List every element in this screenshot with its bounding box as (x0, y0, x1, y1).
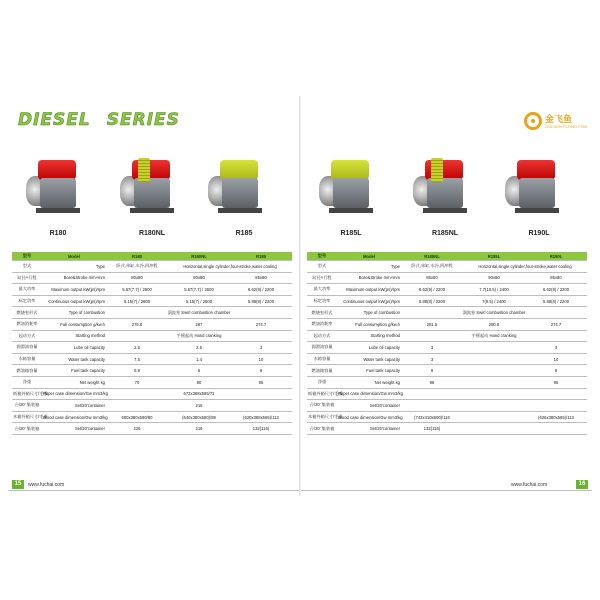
table-cell: 净重 (307, 376, 337, 388)
table-cell: 起动方式 (307, 330, 337, 342)
model-label-r185: R185 (235, 230, 253, 237)
table-row (307, 388, 587, 400)
table-cell: 98 (401, 376, 463, 388)
table-cell: 673x368x585/72 (106, 388, 292, 400)
table-cell (525, 423, 587, 435)
series-title (18, 110, 180, 130)
table-cell: 台/20' 集装箱 (307, 400, 337, 412)
table-cell: 3 (401, 342, 463, 354)
title-word-series: SERIES (106, 110, 180, 130)
table-row (307, 330, 587, 342)
table-cell: 6.62(9) / 2200 (525, 284, 587, 296)
table-cell: 水箱容量 (12, 353, 42, 365)
engine-photo-r185 (208, 156, 264, 216)
table-cell: 2.5 (168, 342, 230, 354)
table-cell (463, 423, 525, 435)
table-cell: 最大功率 (307, 284, 337, 296)
table-cell: Lube oil capacity (337, 342, 401, 354)
model-label-r180: R180 (49, 230, 67, 237)
table-row (12, 307, 292, 319)
table-cell: Full consumption g/kw.h (42, 318, 106, 330)
table-cell: Net weight kg (337, 376, 401, 388)
table-row (307, 411, 587, 423)
table-row (12, 376, 292, 388)
table-row (12, 261, 292, 273)
header-cell: R180 (106, 252, 168, 261)
header-cell: R185L (463, 252, 525, 261)
table-row (307, 342, 587, 354)
table-cell: Type (337, 261, 401, 273)
header-cell: R190L (525, 252, 587, 261)
table-cell: 9 (401, 365, 463, 377)
table-cell: 287 (168, 318, 230, 330)
website-url: www.fuchai.com (28, 482, 65, 488)
table-cell: 9 (230, 365, 292, 377)
header-cell: R185 (230, 252, 292, 261)
table-cell: (620x388x565)/113 (230, 411, 292, 423)
table-cell: 标定功率 (307, 295, 337, 307)
table-cell: 5.15(7) / 2600 (168, 295, 230, 307)
table-cell (401, 388, 587, 400)
table-cell: 涡流室 Swirl combustion chamber (106, 307, 292, 319)
table-cell: 标定功率 (12, 295, 42, 307)
right-page (301, 96, 592, 496)
model-label-r180nl: R180NL (138, 230, 166, 237)
brand-logo (524, 112, 588, 134)
table-row (307, 376, 587, 388)
table-cell: Wood case dimension/Gw mm3/kg (42, 411, 106, 423)
table-cell: 7(9.5) / 2400 (463, 295, 525, 307)
table-row (307, 365, 587, 377)
table-cell: 85x80 (401, 272, 463, 284)
table-cell: 5.67(7.7) / 2600 (168, 284, 230, 296)
table-cell: 90x80 (463, 272, 525, 284)
table-cell: 润滑油容量 (12, 342, 42, 354)
table-cell: 80x80 (106, 272, 168, 284)
engine-photo-r190l (505, 156, 561, 216)
table-cell: 70 (106, 376, 168, 388)
page-number: 16 (576, 480, 588, 489)
website-url: www.fuchai.com (511, 482, 548, 488)
table-cell: 2.5 (106, 342, 168, 354)
table-row (307, 295, 587, 307)
header-cell: 型号 (307, 252, 337, 261)
table-cell: Type of combustion (42, 307, 106, 319)
table-cell: 缸径×行程 (12, 272, 42, 284)
table-cell: Maximum output kW(ps)/rpm (337, 284, 401, 296)
table-cell: 6.62(9) / 2200 (401, 284, 463, 296)
table-cell: 7.7(10.5) / 2400 (463, 284, 525, 296)
table-cell: 281.5 (401, 318, 463, 330)
table-cell: 卧式,单缸,水冷,四冲程 (401, 261, 463, 273)
table-cell: 216 (168, 423, 230, 435)
table-cell: 起动方式 (12, 330, 42, 342)
table-row (12, 318, 292, 330)
table-cell: Full consumption g/kw.h (337, 318, 401, 330)
table-row (307, 272, 587, 284)
table-cell: Type of combustion (337, 307, 401, 319)
table-row (307, 400, 587, 412)
table-cell: Lube oil capacity (42, 342, 106, 354)
table-cell: 台/20' 集装箱 (12, 400, 42, 412)
table-cell: Maximum output kW(ps)/rpm (42, 284, 106, 296)
table-cell: 燃油消耗率 (12, 318, 42, 330)
table-row (12, 284, 292, 296)
table-row (307, 318, 587, 330)
table-cell: Fuel tank capacity (337, 365, 401, 377)
table-cell: 台/20' 集装箱 (12, 423, 42, 435)
table-cell: 274.7 (230, 318, 292, 330)
table-cell: 95 (230, 376, 292, 388)
table-cell: 5 (168, 365, 230, 377)
table-row (307, 261, 587, 273)
model-label-r185l: R185L (340, 230, 362, 237)
table-cell: 净重 (12, 376, 42, 388)
table-cell: Continuous output kW(ps)/rpm (337, 295, 401, 307)
table-row (12, 342, 292, 354)
table-cell: Set/20'container (337, 423, 401, 435)
table-cell: 85x80 (230, 272, 292, 284)
table-cell: 9 (525, 365, 587, 377)
table-cell: Water tank capacity (42, 353, 106, 365)
table-cell: (640x380x580)/89 (168, 411, 230, 423)
table-cell: 型式 (307, 261, 337, 273)
table-header-row (12, 252, 292, 261)
header-cell: 型号 (12, 252, 42, 261)
table-cell: 润滑油容量 (307, 342, 337, 354)
table-cell: Fuel tank capacity (42, 365, 106, 377)
table-row (12, 400, 292, 412)
table-cell: 5.88(8) / 2200 (230, 295, 292, 307)
spec-table-left (12, 252, 292, 435)
table-cell: Bore&Stroke mm×mm (337, 272, 401, 284)
table-cell (463, 342, 525, 354)
table-cell: 缸径×行程 (307, 272, 337, 284)
table-cell: 水箱容量 (307, 353, 337, 365)
table-cell: 1.4 (168, 353, 230, 365)
table-cell: 95 (525, 376, 587, 388)
table-cell: 5.15(7) / 2600 (106, 295, 168, 307)
brochure-spread (8, 96, 592, 496)
table-cell: 80 (168, 376, 230, 388)
table-row (12, 353, 292, 365)
table-row (12, 423, 292, 435)
table-cell: Set/20'container (42, 423, 106, 435)
table-cell: 手摇起动 Hand cranking (106, 330, 292, 342)
header-cell: Model (42, 252, 106, 261)
logo-chinese-text: 金飞鱼 (545, 114, 573, 124)
page-number: 15 (12, 480, 24, 489)
table-cell (463, 353, 525, 365)
table-cell: 280.6 (463, 318, 525, 330)
footer-rule (8, 490, 299, 491)
table-row (12, 365, 292, 377)
table-cell: 215 (106, 400, 292, 412)
table-cell: Paper case dimension/Gw mm3/kg (42, 388, 106, 400)
table-cell: Water tank capacity (337, 353, 401, 365)
table-header-row (307, 252, 587, 261)
table-cell: 最大功率 (12, 284, 42, 296)
table-cell: 7.5 (106, 353, 168, 365)
table-row (12, 388, 292, 400)
table-cell: 燃烧室形式 (12, 307, 42, 319)
engine-photo-r185l (319, 156, 375, 216)
table-cell: 燃油箱容量 (12, 365, 42, 377)
engine-photo-r185nl (413, 156, 469, 216)
table-cell: (626x380x565)/113 (525, 411, 587, 423)
table-cell: 5.67(7.7) / 2600 (106, 284, 168, 296)
table-cell: 涡流室 Swirl combustion chamber (401, 307, 587, 319)
table-cell: 3 (401, 353, 463, 365)
table-row (12, 330, 292, 342)
table-cell: 132(116) (230, 423, 292, 435)
table-cell: 5.88(8) / 2200 (401, 295, 463, 307)
table-cell: Horizontal,single cylinder,four-stroke,water cooling (463, 261, 587, 273)
table-row (12, 295, 292, 307)
table-cell: Starting method (337, 330, 401, 342)
model-label-r190l: R190L (528, 230, 550, 237)
table-cell (401, 400, 587, 412)
table-cell: Starting method (42, 330, 106, 342)
table-cell: 木箱外箱尺寸/毛重 (307, 411, 337, 423)
table-cell: 10 (230, 353, 292, 365)
left-page (8, 96, 299, 496)
table-row (307, 284, 587, 296)
table-row (12, 272, 292, 284)
table-cell: Horizontal,single cylinder,four-stroke,water cooling (168, 261, 292, 273)
table-cell: 型式 (12, 261, 42, 273)
table-cell: 纸箱外箱尺寸/毛重 (307, 388, 337, 400)
table-row (307, 423, 587, 435)
table-cell: Bore&Stroke mm×mm (42, 272, 106, 284)
table-cell: 276.8 (106, 318, 168, 330)
table-cell: 85x80 (525, 272, 587, 284)
logo-english-text: GOLDEN FLYING FISH (545, 124, 588, 129)
table-cell: 卧式,单缸,水冷,四冲程 (106, 261, 168, 273)
table-cell: 3 (230, 342, 292, 354)
table-row (307, 353, 587, 365)
table-cell (463, 411, 525, 423)
table-cell: 80x80 (168, 272, 230, 284)
table-cell: 132(116) (401, 423, 463, 435)
table-cell: 226 (106, 423, 168, 435)
table-cell: 燃油消耗率 (307, 318, 337, 330)
spec-table-right (307, 252, 587, 435)
table-cell: 燃烧室形式 (307, 307, 337, 319)
table-cell: Set/20'container (42, 400, 106, 412)
table-row (307, 307, 587, 319)
table-cell: 木箱外箱尺寸/毛重 (12, 411, 42, 423)
fish-logo-icon (524, 112, 542, 130)
table-cell: Paper case dimension/Gw mm3/kg (337, 388, 401, 400)
header-cell: R180NL (168, 252, 230, 261)
table-cell: 燃油箱容量 (307, 365, 337, 377)
table-cell: 6.9 (106, 365, 168, 377)
engine-photo-r180 (26, 156, 82, 216)
table-cell: 6.62(9) / 2200 (230, 284, 292, 296)
table-cell: 手摇起动 Hand cranking (401, 330, 587, 342)
table-cell: Type (42, 261, 106, 273)
table-cell: Wood case dimension/Gw mm3/kg (337, 411, 401, 423)
table-cell: 274.7 (525, 318, 587, 330)
footer-rule (301, 490, 592, 491)
table-cell: 10 (525, 353, 587, 365)
table-cell (463, 376, 525, 388)
table-cell: 5.88(8) / 2200 (525, 295, 587, 307)
table-cell: 600x380x580/80 (106, 411, 168, 423)
header-cell: Model (337, 252, 401, 261)
table-cell: (743x410x600)/116 (401, 411, 463, 423)
title-word-diesel: DIESEL (18, 110, 91, 130)
table-cell: 台/20' 集装箱 (307, 423, 337, 435)
engine-photo-r180nl (120, 156, 176, 216)
model-label-r185nl: R185NL (431, 230, 459, 237)
table-cell: 纸箱外箱尺寸/毛重 (12, 388, 42, 400)
table-cell (463, 365, 525, 377)
header-cell: R185NL (401, 252, 463, 261)
table-cell: 3 (525, 342, 587, 354)
table-cell: Continuous output kW(ps)/rpm (42, 295, 106, 307)
table-cell: Set/20'container (337, 400, 401, 412)
table-cell: Net weight kg (42, 376, 106, 388)
table-row (12, 411, 292, 423)
